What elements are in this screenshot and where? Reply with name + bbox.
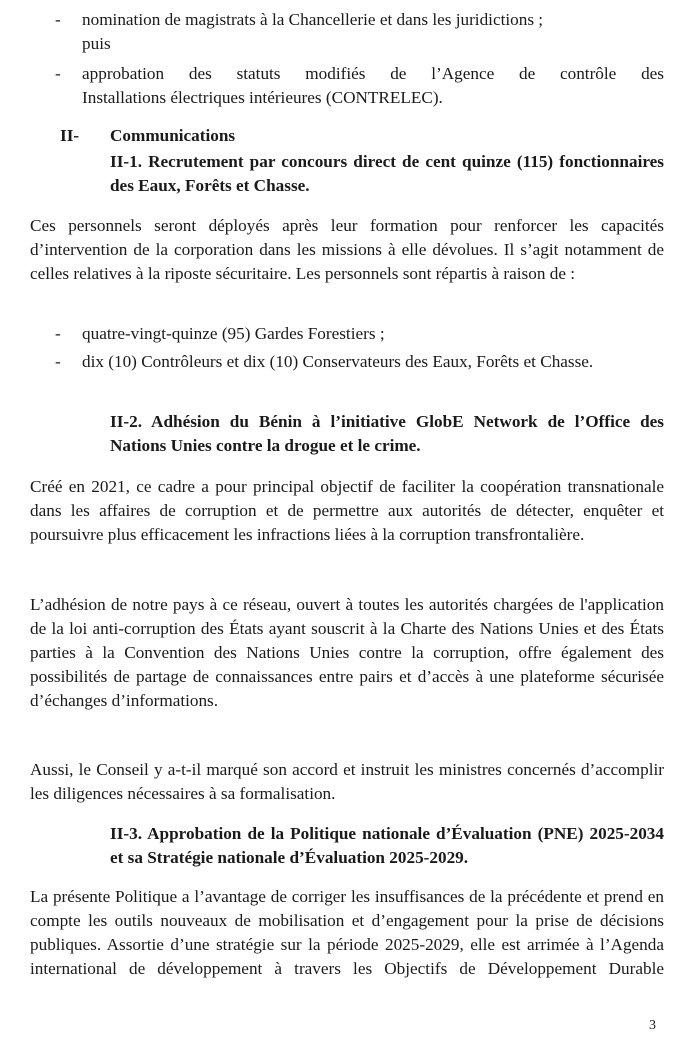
subsection-heading-1: II-1. Recrutement par concours direct de cent quinze (115) fonctionnaires des Eaux, Forêts et Chasse. (110, 152, 664, 195)
page-number: 3 (649, 1018, 656, 1033)
top-list-2 (0, 62, 692, 110)
subsection-heading-2: II-2. Adhésion du Bénin à l’initiative GlobE Network de l’Office des Nations Unies contre la drogue et le crime. (110, 412, 664, 455)
sub1-paragraph: Ces personnels seront déployés après leur formation pour renforcer les capacités d’intervention de la corporation dans les missions à elle dévolues. Il s’agit notamment de celles relatives à la riposte sécuritaire. Les personnels sont répartis à raison de : (30, 216, 664, 283)
section-heading: II- Communications (60, 126, 236, 145)
sub2-paragraph-1: Créé en 2021, ce cadre a pour principal objectif de faciliter la coopération transnationale dans les affaires de corruption et de permettre aux autorités de détecter, enquêter et poursuivre plus efficacement les infractions liées à la corruption transfrontalière. (30, 477, 664, 544)
list-item: - nomination de magistrats à la Chancellerie et dans les juridictions ; puis (55, 10, 544, 53)
sub3-paragraph: La présente Politique a l’avantage de corriger les insuffisances de la précédente et prend en compte les outils nouveaux de mobilisation et d’engagement pour la prise de décisions publiques. Assortie d’une stratégie sur la période 2025-2029, elle est arrimée à l’Agenda international de développement à travers les Objectifs de Développement Durable (30, 887, 664, 978)
sub2-paragraph-3: Aussi, le Conseil y a-t-il marqué son accord et instruit les ministres concernés d’accomplir les diligences nécessaires à sa formalisation. (30, 760, 664, 803)
list-item: - quatre-vingt-quinze (95) Gardes Forestiers ; (55, 324, 385, 343)
top-list (0, 8, 692, 56)
list-item: - approbation des statuts modifiés de l’Agence de contrôle des Installations électriques intérieures (CONTRELEC). (55, 64, 664, 107)
sub1-list (0, 322, 692, 374)
subsection-heading-3: II-3. Approbation de la Politique nationale d’Évaluation (PNE) 2025-2034 et sa Stratégie nationale d’Évaluation 2025-2029. (110, 824, 664, 867)
list-item: - dix (10) Contrôleurs et dix (10) Conservateurs des Eaux, Forêts et Chasse. (55, 352, 594, 371)
sub2-paragraph-2: L’adhésion de notre pays à ce réseau, ouvert à toutes les autorités chargées de l'application de la loi anti-corruption des États ayant souscrit à la Charte des Nations Unies et des États parties à la Convention des Nations Unies contre la corruption, offre également des possibilités de partage de connaissances entre pairs et d’accès à une plateforme sécurisée d’échanges d’informations. (30, 595, 664, 710)
